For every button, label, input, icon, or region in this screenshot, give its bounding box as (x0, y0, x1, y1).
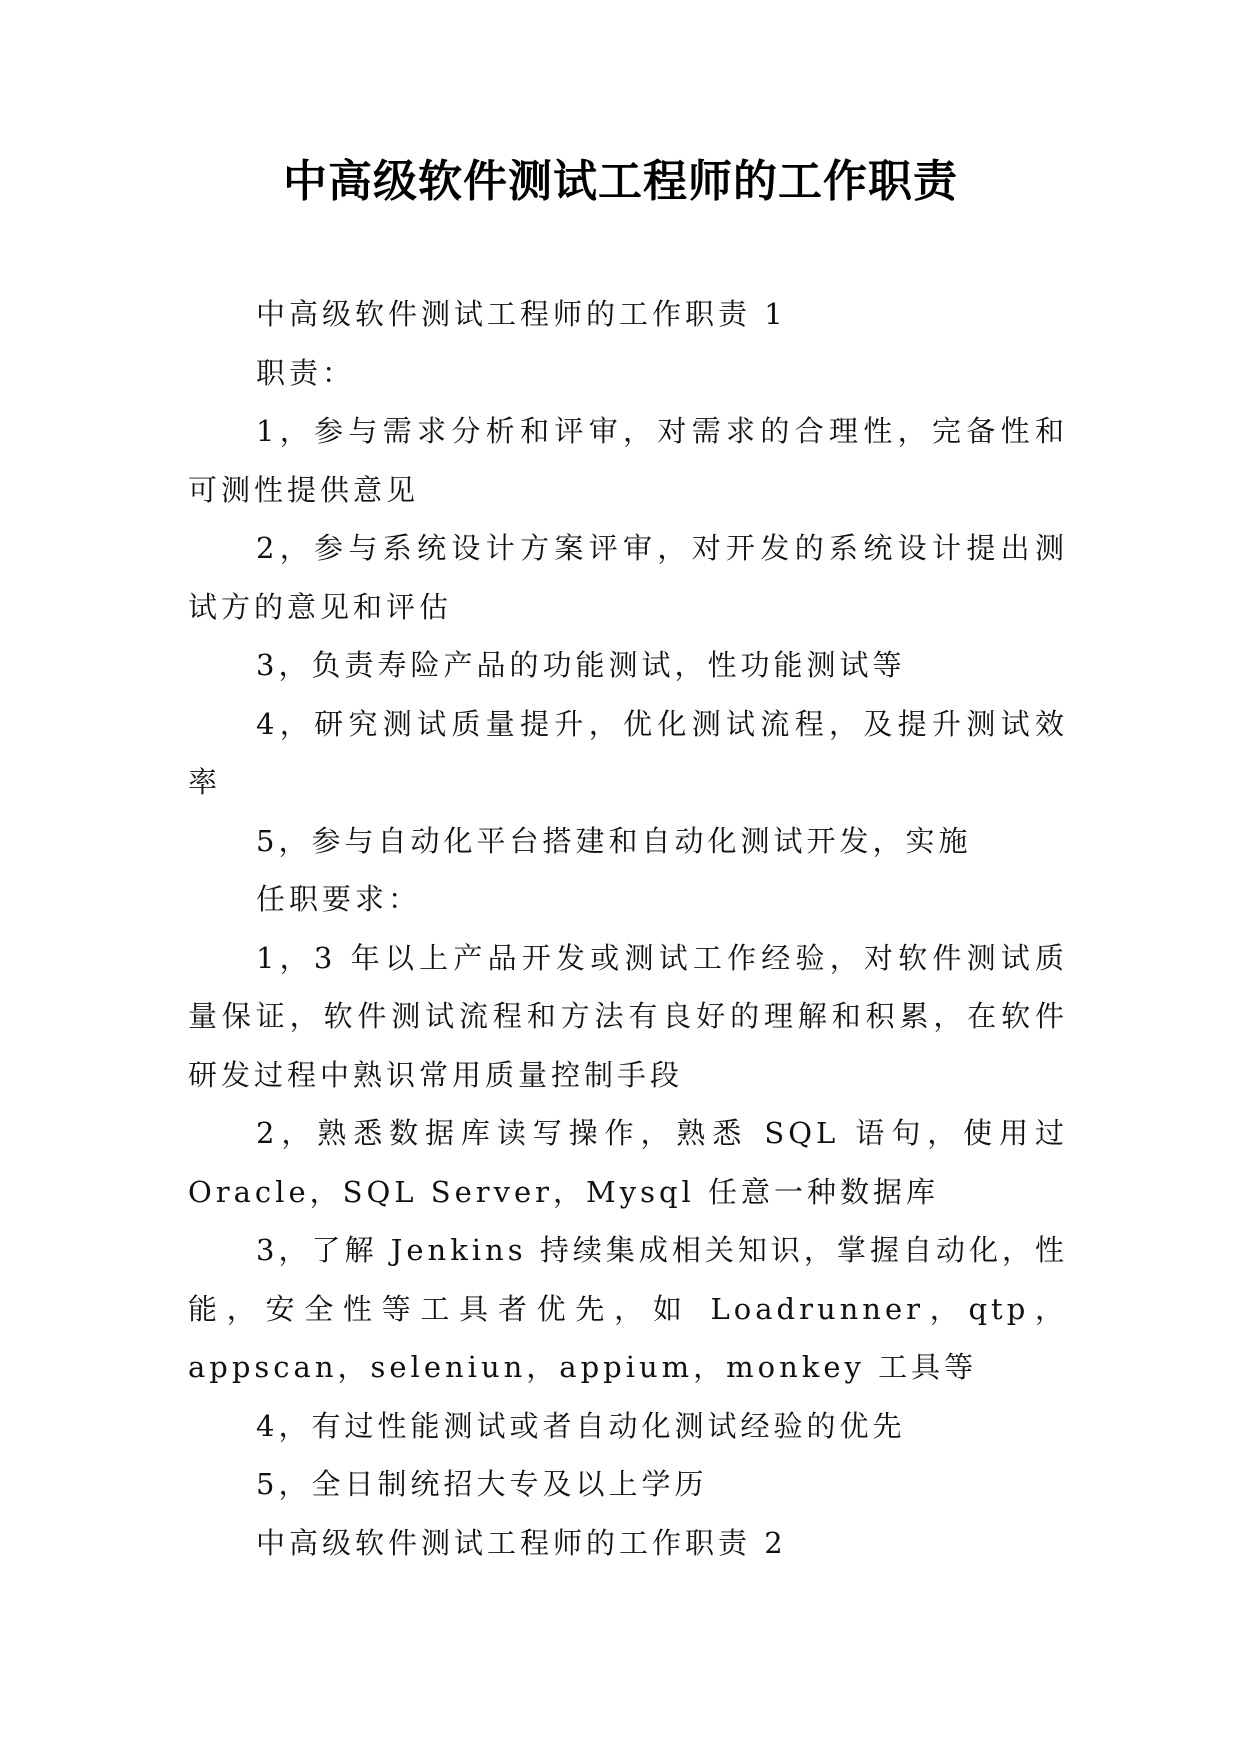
paragraph-duty-4: 4，研究测试质量提升，优化测试流程，及提升测试效率 (188, 706, 1068, 799)
paragraph-requirement-2: 2，熟悉数据库读写操作，熟悉 SQL 语句，使用过 Oracle，SQL Server，Mysql 任意一种数据库 (188, 1116, 1068, 1209)
document-title: 中高级软件测试工程师的工作职责 (283, 156, 958, 207)
document-body (188, 285, 1068, 1572)
paragraph-duty-5: 5，参与自动化平台搭建和自动化测试开发，实施 (256, 823, 972, 858)
paragraph-requirement-4: 4，有过性能测试或者自动化测试经验的优先 (256, 1408, 906, 1443)
paragraph-requirement-3: 3，了解 Jenkins 持续集成相关知识，掌握自动化，性能，安全性等工具者优先，如 Loadrunner，qtp，appscan，seleniun，appium，monkey 工具等 (188, 1233, 1068, 1384)
paragraph-duties-label: 职责： (256, 355, 356, 390)
paragraph-requirements-label: 任职要求： (256, 882, 422, 916)
paragraph-requirement-5: 5，全日制统招大专及以上学历 (256, 1467, 708, 1501)
paragraph-requirement-1: 1，3 年以上产品开发或测试工作经验，对软件测试质量保证，软件测试流程和方法有良好的理解和积累，在软件研发过程中熟识常用质量控制手段 (188, 940, 1068, 1092)
paragraph-duty-2: 2，参与系统设计方案评审，对开发的系统设计提出测试方的意见和评估 (188, 531, 1068, 624)
section-heading-1: 中高级软件测试工程师的工作职责 1 (256, 297, 787, 331)
paragraph-duty-1: 1，参与需求分析和评审，对需求的合理性，完备性和可测性提供意见 (188, 414, 1068, 507)
section-heading-2: 中高级软件测试工程师的工作职责 2 (256, 1525, 787, 1560)
paragraph-duty-3: 3，负责寿险产品的功能测试，性功能测试等 (256, 648, 906, 682)
